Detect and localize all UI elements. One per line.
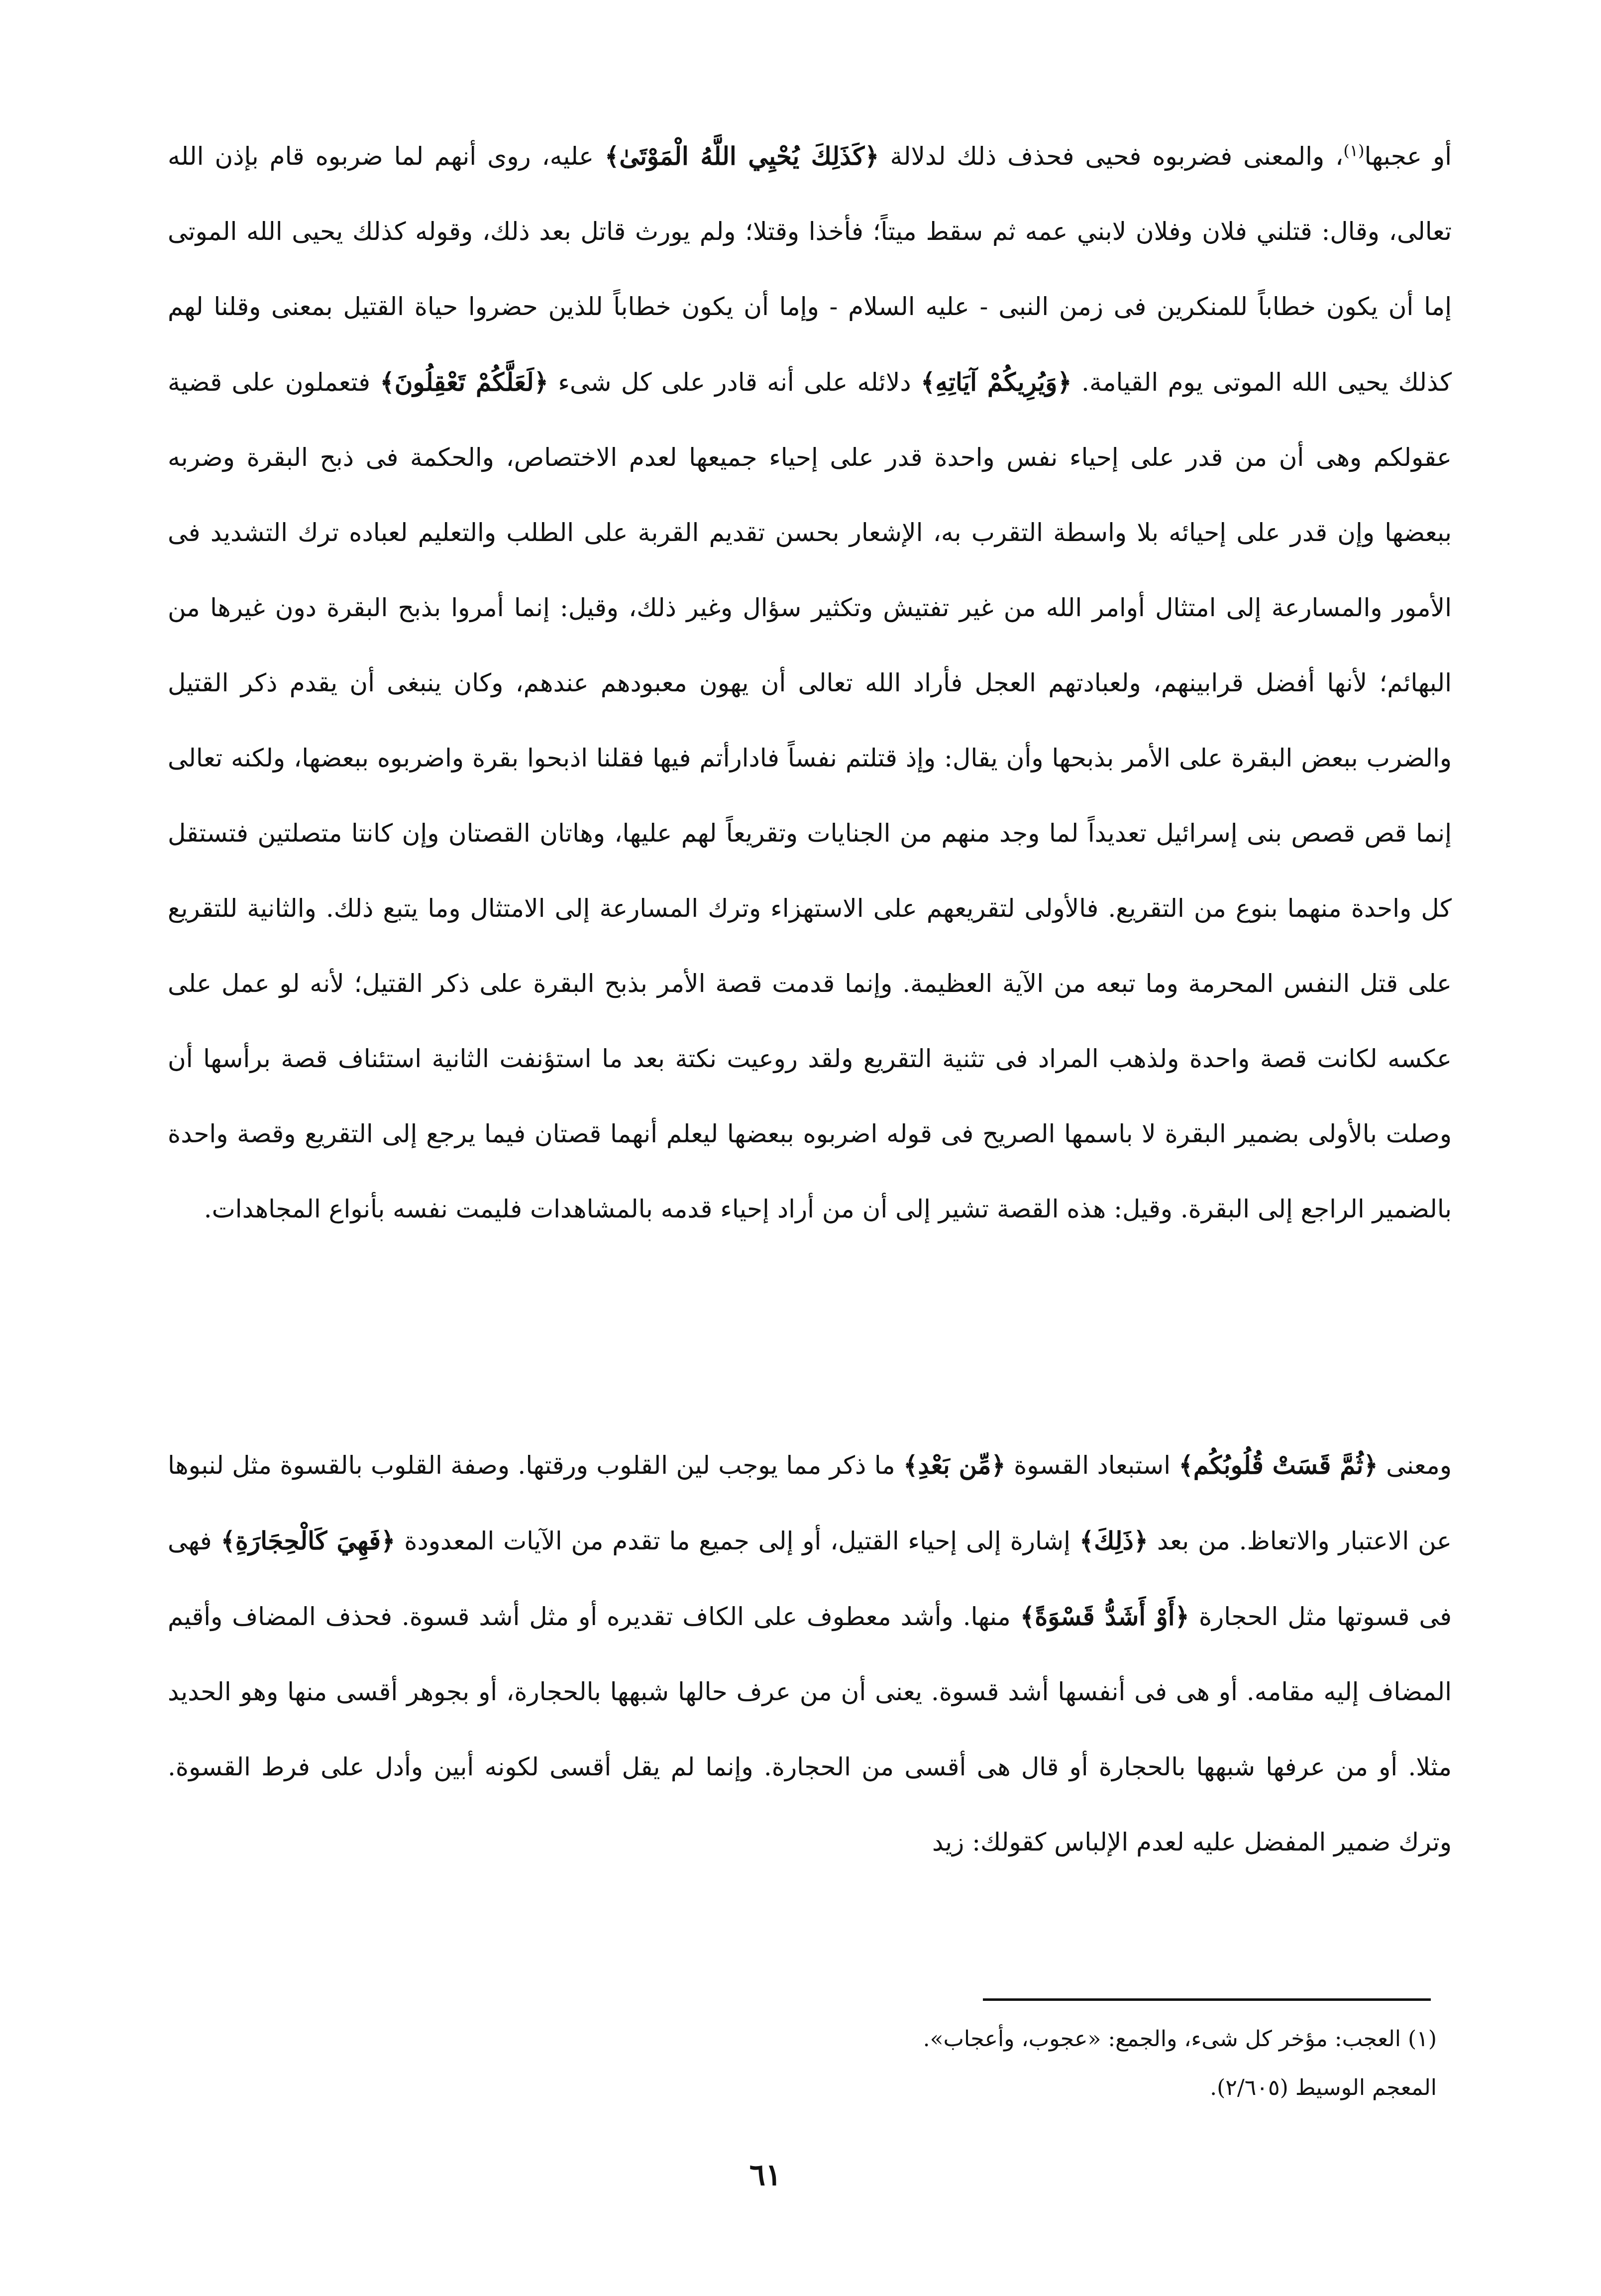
text-run: ، والمعنى فضربوه فحيى فحذف ذلك لدلالة [879,142,1344,171]
text-run: استبعاد القسوة [1005,1451,1179,1480]
text-run: ما ذكر مما يوجب لين القلوب ورقتها. وصفة القلوب بالقسوة مثل لنبوها عن الاعتبار والاتعاظ. من بعد [168,1451,1452,1555]
text-run: عليه، روى أنهم لما ضربوه قام بإذن الله تعالى، وقال: قتلني فلان وفلان لابني عمه ثم سقط ميتاً؛ فأخذا وقتلا؛ ولم يورث قاتل بعد ذلك، وقوله كذلك يحيى الله الموتى إما أن يكون خطاباً للمنكرين فى زمن النبى - عليه السلام - وإما أن يكون خطاباً للذين حضروا حياة القتيل بمعنى وقلنا لهم كذلك يحيى الله الموتى يوم القيامة. [168,142,1452,397]
quran-quote: ﴿مِّن بَعْدِ﴾ [903,1450,1006,1480]
quran-quote: ﴿لَعَلَّكُمْ تَعْقِلُونَ﴾ [380,367,549,397]
quran-quote: ﴿كَذَلِكَ يُحْيِي اللَّهُ الْمَوْتَىٰ﴾ [605,141,879,171]
quran-quote: ﴿أَوْ أَشَدُّ قَسْوَةً﴾ [1020,1602,1189,1631]
body-paragraph-2 [168,1427,1452,1880]
text-run: فتعملون على قضية عقولكم وهى أن من قدر على إحياء نفس واحدة قدر على إحياء جميعها لعدم الاختصاص، والحكمة فى ذبح البقرة وضربه ببعضها وإن قدر على إحيائه بلا واسطة التقرب به، الإشعار بحسن تقديم القربة على الطلب والتعليم لعباده ترك التشديد فى الأمور والمسارعة إلى امتثال أوامر الله من غير تفتيش وتكثير سؤال وغير ذلك، وقيل: إنما أمروا بذبح البقرة دون غيرها من البهائم؛ لأنها أفضل قرابينهم، ولعبادتهم العجل فأراد الله تعالى أن يهون معبودهم عندهم، وكان ينبغى أن يقدم ذكر القتيل والضرب ببعض البقرة على الأمر بذبحها وأن يقال: وإذ قتلتم نفساً فادارأتم فيها فقلنا اذبحوا بقرة واضربوه ببعضها، ولكنه تعالى إنما قص قصص بنى إسرائيل تعديداً لما وجد منهم من الجنايات وتقريعاً لهم عليها، وهاتان القصتان وإن كانتا متصلتين فتستقل كل واحدة منهما بنوع من التقريع. فالأولى لتقريعهم على الاستهزاء وترك المسارعة إلى الامتثال وما يتبع ذلك. والثانية للتقريع على قتل النفس المحرمة وما تبعه من الآية العظيمة. وإنما قدمت قصة الأمر بذبح البقرة على ذكر القتيل؛ لأنه لو عمل على عكسه لكانت قصة واحدة ولذهب المراد فى تثنية التقريع ولقد روعيت نكتة بعد ما استؤنفت الثانية استئناف قصة برأسها أن وصلت بالأولى بضمير البقرة لا باسمها الصريح فى قوله اضربوه ببعضها ليعلم أنهما قصتان فيما يرجع إلى التقريع وقصة واحدة بالضمير الراجع إلى البقرة. وقيل: هذه القصة تشير إلى أن من أراد إحياء قدمه بالمشاهدات فليمت نفسه بأنواع المجاهدات. [168,368,1452,1223]
body-paragraph-1 [168,118,1452,1247]
footnote-reference: (١) [1343,141,1365,160]
quran-quote: ﴿ثُمَّ قَسَتْ قُلُوبُكُم﴾ [1178,1450,1378,1480]
footnote-1-source: المعجم الوسيط (٢/٦٠٥). [1210,2075,1437,2100]
quran-quote: ﴿فَهِيَ كَالْحِجَارَةِ﴾ [220,1526,396,1555]
quran-quote: ﴿ذَلِكَ﴾ [1079,1526,1149,1555]
page-number: ٦١ [749,2158,782,2192]
text-run: منها. وأشد معطوف على الكاف تقديره أو مثل أشد قسوة. فحذف المضاف وأقيم المضاف إليه مقامه. أو هى فى أنفسها أشد قسوة. يعنى أن من عرف حالها شبهها بالحجارة، أو بجوهر أقسى منها وهو الحديد مثلا. أو من عرفها شبهها بالحجارة أو قال هى أقسى من الحجارة. وإنما لم يقل أقسى لكونه أبين وأدل على فرط القسوة. وترك ضمير المفضل عليه لعدم الإلباس كقولك: زيد [168,1602,1452,1857]
text-run: فهى فى قسوتها مثل الحجارة [168,1527,1452,1631]
quran-quote: ﴿وَيُرِيكُمْ آيَاتِهِ﴾ [920,367,1072,397]
text-run: دلائله على أنه قادر على كل شىء [548,368,921,397]
text-run: ومعنى [1378,1451,1452,1480]
footnote-1: (١) العجب: مؤخر كل شىء، والجمع: «عجوب، وأعجاب». [923,2026,1437,2052]
text-run: أو عجبها [1364,142,1452,171]
text-run: إشارة إلى إحياء القتيل، أو إلى جميع ما تقدم من الآيات المعدودة [395,1527,1079,1555]
footnote-separator [983,1998,1431,2001]
